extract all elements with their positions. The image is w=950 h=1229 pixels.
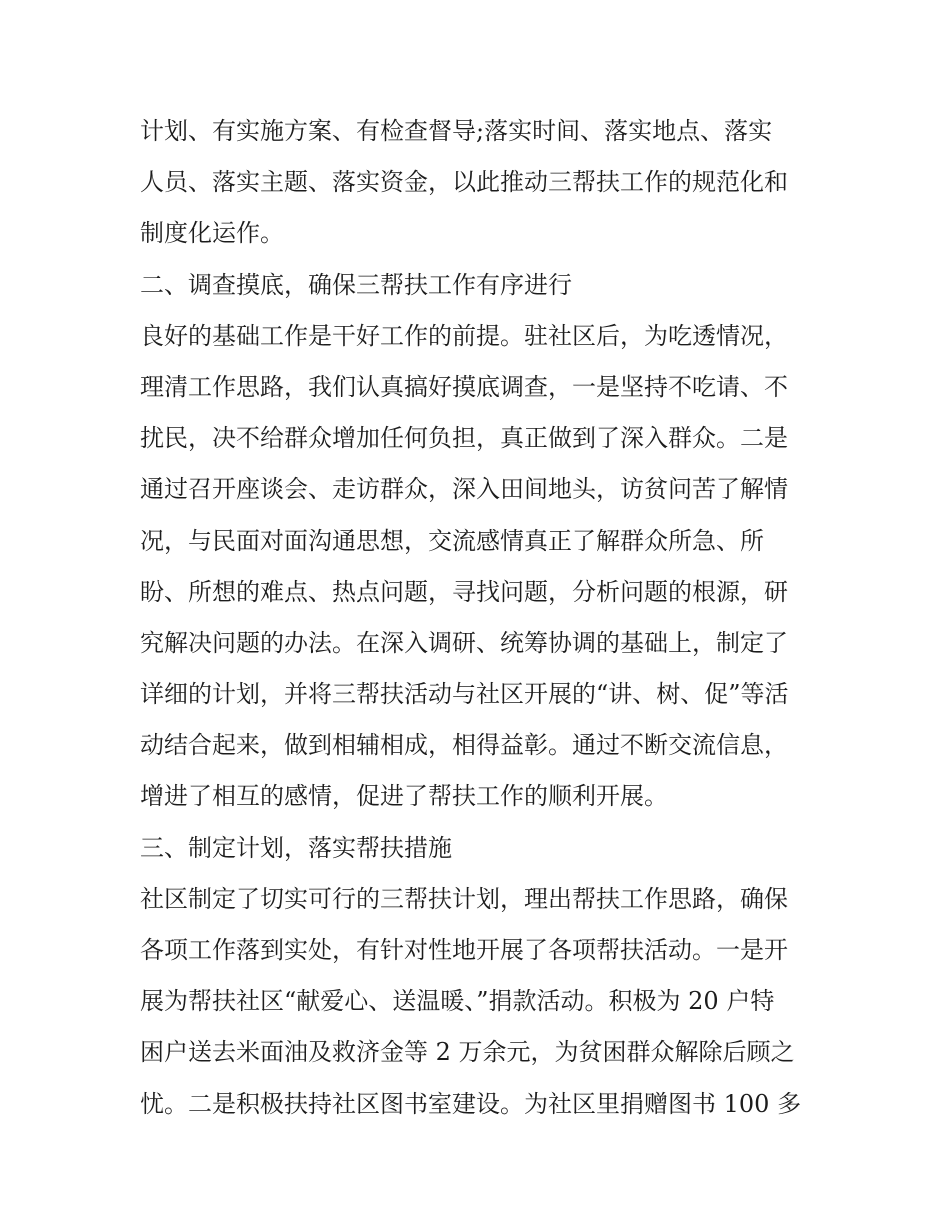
text-line: 增进了相互的感情，促进了帮扶工作的顺利开展。: [140, 782, 668, 811]
text-line: 制度化运作。: [140, 219, 284, 248]
text-line: 忧。二是积极扶持社区图书室建设。为社区里捐赠图书 100 多: [140, 1089, 802, 1118]
text-line: 展为帮扶社区“献爱心、送温暖、”捐款活动。积极为 20 户特: [140, 987, 775, 1016]
text-line: 社区制定了切实可行的三帮扶计划，理出帮扶工作思路，确保: [140, 884, 788, 913]
text-line: 究解决问题的办法。在深入调研、统筹协调的基础上，制定了: [140, 628, 788, 657]
section-heading: 三、制定计划，落实帮扶措施: [140, 833, 452, 862]
text-line: 扰民，决不给群众增加任何负担，真正做到了深入群众。二是: [140, 424, 788, 453]
text-line: 况，与民面对面沟通思想，交流感情真正了解群众所急、所: [140, 526, 764, 555]
text-line: 各项工作落到实处，有针对性地开展了各项帮扶活动。一是开: [140, 936, 788, 964]
text-line: 动结合起来，做到相辅相成，相得益彰。通过不断交流信息，: [140, 731, 788, 760]
text-line: 详细的计划，并将三帮扶活动与社区开展的“讲、树、促”等活: [140, 680, 789, 709]
text-line: 人员、落实主题、落实资金，以此推动三帮扶工作的规范化和: [140, 168, 788, 197]
document-body: [140, 106, 820, 1130]
text-line: 困户送去米面油及救济金等 2 万余元，为贫困群众解除后顾之: [140, 1038, 795, 1067]
text-line: 良好的基础工作是干好工作的前提。驻社区后，为吃透情况，: [140, 321, 788, 350]
text-line: 计划、有实施方案、有检查督导;落实时间、落实地点、落实: [140, 117, 773, 145]
section-heading: 二、调查摸底，确保三帮扶工作有序进行: [140, 270, 572, 299]
text-line: 通过召开座谈会、走访群众，深入田间地头，访贫问苦了解情: [140, 475, 788, 504]
text-line: 理清工作思路，我们认真搞好摸底调查，一是坚持不吃请、不: [140, 372, 788, 401]
text-line: 盼、所想的难点、热点问题，寻找问题，分析问题的根源，研: [140, 577, 788, 606]
